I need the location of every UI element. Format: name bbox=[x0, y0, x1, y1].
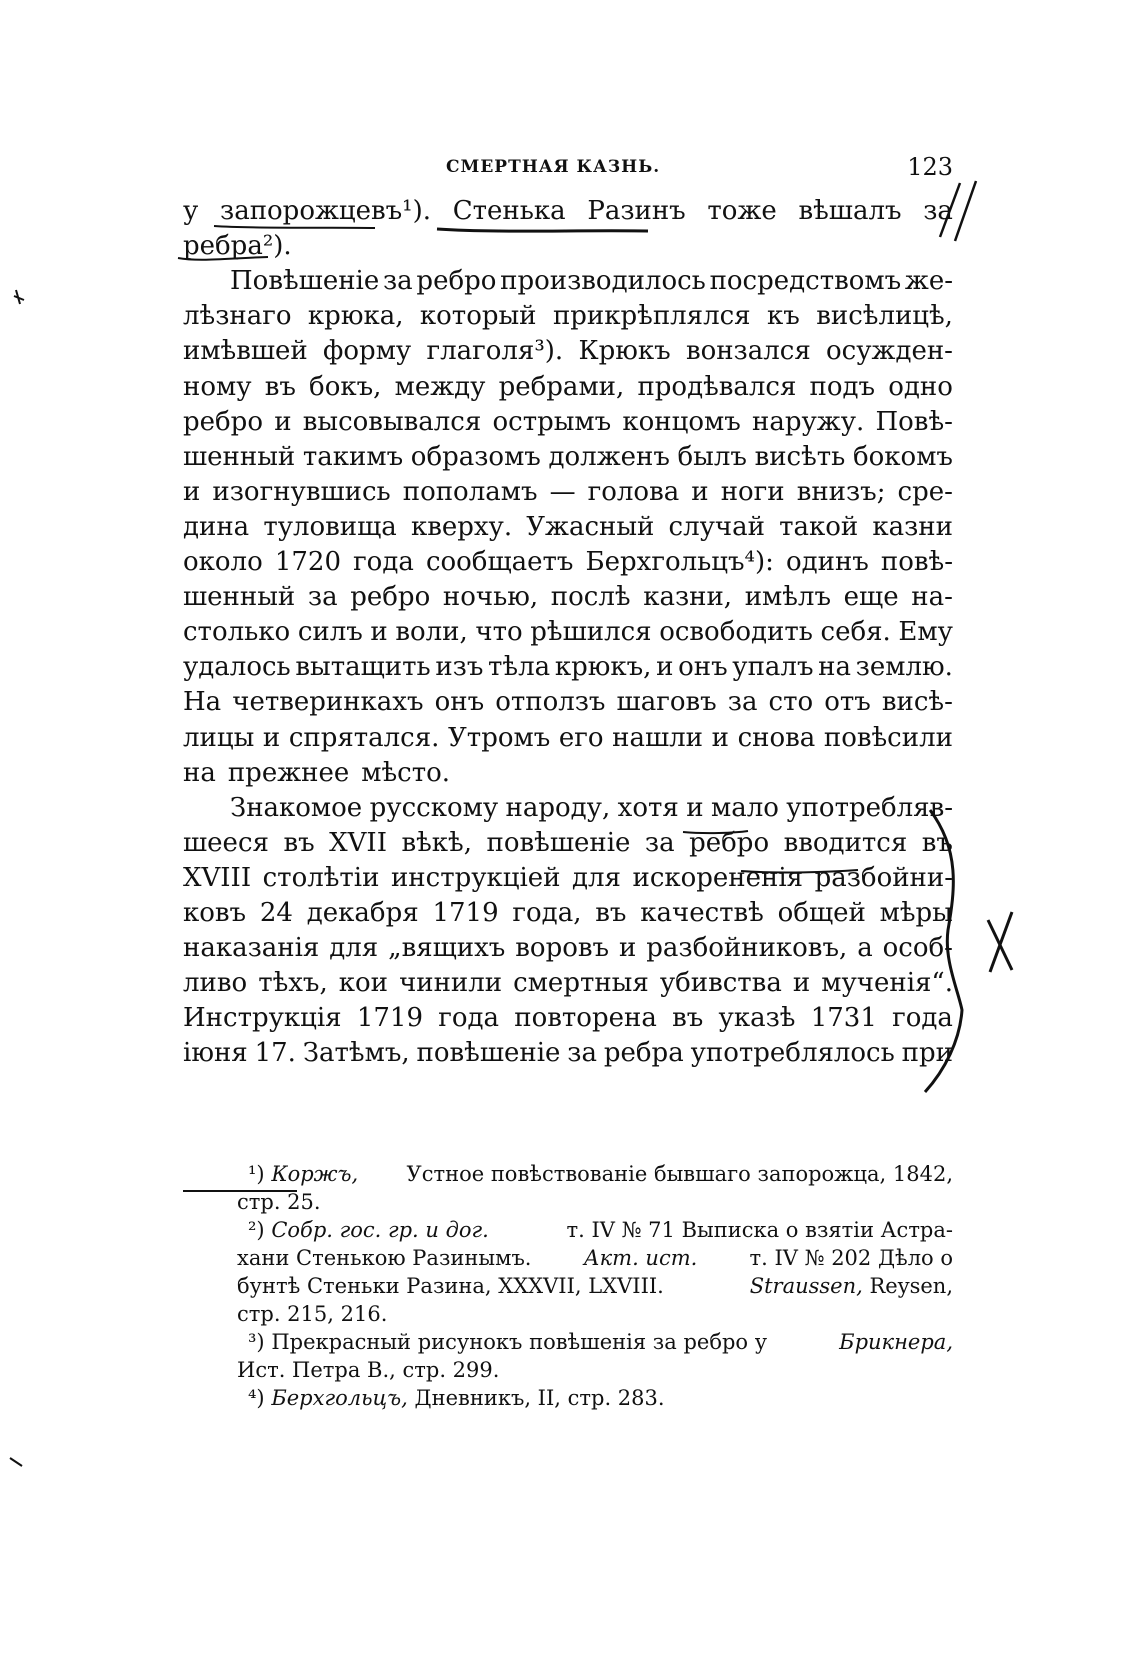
footnote-3-cont: Ист. Петра В., стр. 299. bbox=[237, 1358, 500, 1382]
footnote-1-cont: стр. 25. bbox=[237, 1190, 321, 1214]
footnote-4: ⁴) Берхгольцъ, Дневникъ, II, стр. 283. bbox=[248, 1386, 665, 1410]
body-line: лѣзнаго крюка, который прикрѣплялся къ висѣлицѣ, bbox=[183, 301, 953, 331]
body-line: шенный за ребро ночью, послѣ казни, имѣлъ еще на- bbox=[183, 582, 953, 612]
margin-speck-bottom bbox=[10, 1458, 22, 1466]
body-line: столько силъ и воли, что рѣшился освободить себя. Ему bbox=[183, 617, 953, 647]
body-line: ному въ бокъ, между ребрами, продѣвался подъ одно bbox=[183, 372, 953, 402]
page-number: 123 bbox=[907, 153, 953, 181]
body-line: лицы и спрятался. Утромъ его нашли и снова повѣсили bbox=[183, 723, 953, 753]
page-header bbox=[183, 153, 953, 183]
body-line: около 1720 года сообщаетъ Берхгольцъ⁴): одинъ повѣ- bbox=[183, 547, 953, 577]
body-line: Инструкція 1719 года повторена въ указѣ 1731 года bbox=[183, 1003, 953, 1033]
body-line: іюня 17. Затѣмъ, повѣшеніе за ребра употреблялось при bbox=[183, 1038, 953, 1068]
body-line: дина туловища кверху. Ужасный случай такой казни bbox=[183, 512, 953, 542]
footnote-2-line2: хани Стенькою Разинымъ. Акт. ист. т. IV № 202 Дѣло о bbox=[237, 1246, 953, 1270]
body-line: ливо тѣхъ, кои чинили смертныя убивства и мученія“. bbox=[183, 968, 953, 998]
body-line: ребра²). bbox=[183, 231, 292, 261]
body-line: XVIII столѣтіи инструкціей для искорененія разбойни- bbox=[183, 863, 953, 893]
body-line: на прежнее мѣсто. bbox=[183, 758, 450, 788]
body-line: удалось вытащить изъ тѣла крюкъ, и онъ упалъ на землю. bbox=[183, 652, 953, 682]
footnote-2-line4: стр. 215, 216. bbox=[237, 1302, 388, 1326]
body-line: ковъ 24 декабря 1719 года, въ качествѣ общей мѣры bbox=[183, 898, 953, 928]
body-line: На четверинкахъ онъ отползъ шаговъ за сто отъ висѣ- bbox=[183, 687, 953, 717]
footnote-1: ¹) Коржъ, Устное повѣствованіе бывшаго запорожца, 1842, bbox=[248, 1162, 953, 1186]
running-title: СМЕРТНАЯ КАЗНЬ. bbox=[446, 157, 661, 177]
body-line: Знакомое русскому народу, хотя и мало употребляв- bbox=[230, 793, 953, 823]
body-line: у запорожцевъ¹). Стенька Разинъ тоже вѣшалъ за bbox=[183, 196, 953, 226]
margin-slash-2 bbox=[955, 181, 976, 241]
body-line: шенный такимъ образомъ долженъ былъ висѣть бокомъ bbox=[183, 442, 953, 472]
margin-speck-top bbox=[14, 290, 24, 304]
body-line: Повѣшеніе за ребро производилось посредствомъ же- bbox=[230, 266, 953, 296]
footnote-2: ²) Собр. гос. гр. и дог. т. IV № 71 Выписка о взятіи Астра- bbox=[248, 1218, 953, 1242]
footnote-3: ³) Прекрасный рисунокъ повѣшенія за ребро у Брикнера, bbox=[248, 1330, 953, 1354]
body-line: наказанія для „вящихъ воровъ и разбойниковъ, а особ- bbox=[183, 933, 953, 963]
margin-x-2 bbox=[990, 912, 1012, 972]
body-line: шееся въ XVII вѣкѣ, повѣшеніе за ребро вводится въ bbox=[183, 828, 953, 858]
body-line: и изогнувшись пополамъ — голова и ноги внизъ; сре- bbox=[183, 477, 953, 507]
body-line: имѣвшей форму глаголя³). Крюкъ вонзался осужден- bbox=[183, 336, 953, 366]
margin-x-1 bbox=[988, 920, 1012, 970]
footnote-2-line3: бунтѣ Стеньки Разина, XXXVII, LXVIII. Straussen, Reysen, bbox=[237, 1274, 953, 1298]
body-line: ребро и высовывался острымъ концомъ наружу. Повѣ- bbox=[183, 407, 953, 437]
